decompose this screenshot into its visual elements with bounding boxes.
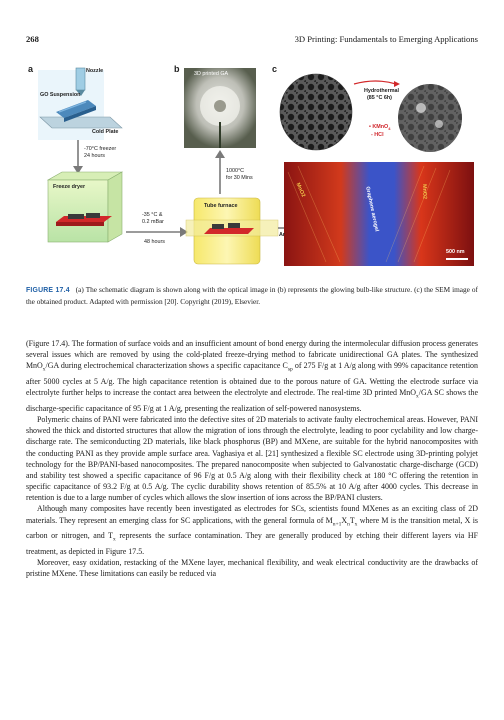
- paragraph: Polymeric chains of PANI were fabricated into the defective sites of 2D materials to activate faulty electrochemical areas. However, PANI showed the thick and distorted structures that allow the migration of ions through the electrolyte, leading to poor cyclability and low charge-discharge rate. The semiconducting 2D materials, like black phosphorus (BP) and MXene, are suitable for the hybrid nanocomposites with the conducting PANI as they provide ample surface area. Vaghasiya et al. [21] synthesized a flexible SC electrode using 3D-printing polyjet technology for the BP/PANI-based nanocomposites. The prepared nanocomposite when subjected to Galvanostatic charge-discharge (GCD) and stability test showed a specific capacitance of 96 F/g at 0.5 A/g along with their flexibility check at 180 °C offering the retention in specific capacitance of 93.2 F/g at 0.5 A/g. The cyclic durability shows retention of 85.5% at 10 A/g after 4000 cycles. This decrease in retention is due to a large number of cycles which allows the slow insertion of ions across the BP/PANI clusters.: [26, 415, 478, 503]
- anneal-temp-label: 1000°C: [226, 168, 245, 174]
- cold-plate-label: Cold Plate: [92, 129, 119, 135]
- sem-label-mno2-left: MnO2: [294, 182, 307, 199]
- sem-label-graphene-aerogel: Graphene aerogel: [364, 186, 380, 233]
- panel-label-b: b: [174, 64, 180, 74]
- arrow-anneal: [215, 150, 225, 194]
- arrow-freezer: [73, 140, 83, 174]
- paragraph: (Figure 17.4). The formation of surface voids and an insufficient amount of bond energy during the intermolecular diffusion process generates several issues which are removed by using the cold-plated freeze-drying method to fabricate unidirectional GA plates. The synthesized MnO$_x$/GA during electrochemical characterization shows a specific capacitance $C_{sp}$ of 275 F/g at 1 A/g along with 99% capacitance retention after 5000 cycles at 5 A/g. The high capacitance retention is obtained due to the porous nature of GA. Wetting the electrode surface via electrolyte further helps to increase the contact area between the electrolyte and electrode. The real-time 3D printed MnO$_x$/GA SC shows the discharge-specific capacitance of 95 F/g at 1 A/g, presenting the realization of self-powered nanosystems.: [26, 339, 478, 413]
- figure-artwork: [26, 62, 478, 274]
- freeze-dryer-illustration: [48, 172, 122, 242]
- anneal-time-label: for 30 Mins: [226, 175, 253, 181]
- freeze-dryer-label: Freeze dryer: [53, 184, 86, 190]
- sem-label-mno2-right: MnO2: [421, 184, 428, 200]
- arrow-to-furnace: [126, 227, 188, 237]
- panel-b-photo: [184, 68, 256, 148]
- figure-caption: [26, 285, 478, 307]
- paragraph: Although many composites have recently been investigated as electrodes for SCs, scientists found MXenes as an exciting class of 2D materials. They represent an emerging class for SC applications, with the general formula of $M_{n+1}X_nT_x$ where M is the transition metal, X is carbon or nitrogen, and $T_x$ represents the surface contamination. They are generally produced by etching their different layers via HF treatment, as depicted in Figure 17.5.: [26, 504, 479, 556]
- hydrothermal-condition-label: (85 °C 6h): [367, 95, 392, 101]
- paragraph: Moreover, easy oxidation, restacking of the MXene layer, mechanical flexibility, and weak electrical conductivity are the drawbacks of pristine MXene. These limitations can easily be reduced via: [26, 558, 478, 579]
- running-header: [26, 34, 478, 48]
- vacuum-temp-label: -35 °C &: [142, 212, 163, 218]
- caption-label: FIGURE 17.4: [26, 287, 70, 294]
- vacuum-pressure-label: 0.2 mBar: [142, 219, 164, 225]
- nozzle-label: Nozzle: [86, 68, 104, 74]
- page-number: 268: [26, 34, 39, 44]
- reagent-hcl-label: - HCl: [371, 132, 384, 138]
- caption-text: (a) The schematic diagram is shown along with the optical image in (b) represents the glowing bulb-like structure. (c) the SEM image of the obtained product. Adapted with permission [20]. Copyright (2019), Elsevier.: [26, 285, 478, 306]
- drying-time-label: 48 hours: [144, 239, 165, 245]
- panel-label-c: c: [272, 64, 278, 74]
- tube-furnace-illustration: [186, 198, 290, 264]
- hydrothermal-label: Hydrothermal: [364, 88, 400, 94]
- panel-label-a: a: [28, 64, 34, 74]
- panel-c-foam: [280, 74, 462, 152]
- freezer-temp-label: -70°C freezer: [84, 146, 117, 152]
- argon-label: Ar: [279, 232, 285, 238]
- running-title: 3D Printing: Fundamentals to Emerging Applications: [294, 34, 478, 44]
- reagent-kmno4-label: • KMnO$_4$: [369, 124, 391, 132]
- figure-17-4: [26, 62, 478, 274]
- scale-bar-label: 500 nm: [446, 249, 465, 255]
- suspension-label: GO Suspension: [40, 92, 81, 98]
- body-text: [26, 338, 478, 579]
- panel-b-title: 3D printed GA: [194, 71, 229, 77]
- freezer-time-label: 24 hours: [84, 153, 105, 159]
- tube-furnace-label: Tube furnace: [204, 203, 238, 209]
